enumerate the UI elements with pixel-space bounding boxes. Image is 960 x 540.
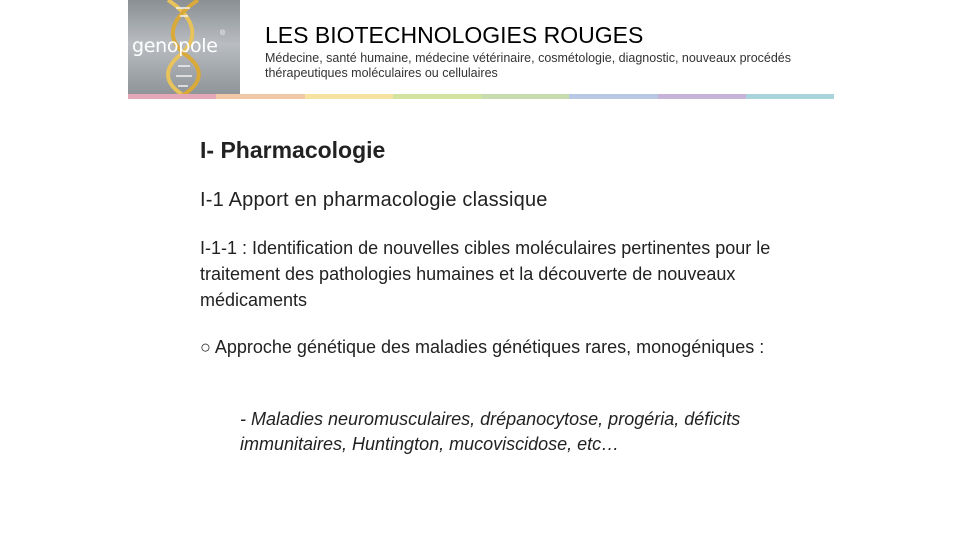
bullet-item: ○ Approche génétique des maladies génétiques rares, monogéniques : bbox=[200, 337, 765, 357]
registered-mark: ® bbox=[220, 30, 226, 37]
sub-list-item: - Maladies neuromusculaires, drépanocytose, progéria, déficits immunitaires, Huntington, mucoviscidose, etc… bbox=[240, 409, 741, 454]
header-bar-segment bbox=[128, 94, 216, 99]
header-bar-segment bbox=[216, 94, 304, 99]
genopole-logo bbox=[128, 0, 240, 98]
header-color-bar bbox=[128, 94, 834, 99]
header-title: LES BIOTECHNOLOGIES ROUGES bbox=[265, 22, 644, 48]
header-bar-segment bbox=[305, 94, 393, 99]
subsection-heading: I-1 Apport en pharmacologie classique bbox=[200, 189, 548, 211]
section-heading: I- Pharmacologie bbox=[200, 137, 386, 163]
header-bar-segment bbox=[746, 94, 834, 99]
subsubsection-heading: I-1-1 : Identification de nouvelles cibles moléculaires pertinentes pour le traitement des pathologies humaines et la découverte de nouveaux médicaments bbox=[200, 238, 771, 310]
header-subtitle: Médecine, santé humaine, médecine vétérinaire, cosmétologie, diagnostic, nouveaux procédés thérapeutiques moléculaires ou cellulaires bbox=[265, 51, 792, 80]
header-bar-segment bbox=[658, 94, 746, 99]
header-bar-segment bbox=[481, 94, 569, 99]
logo-wordmark: genopole bbox=[132, 35, 218, 57]
header-bar-segment bbox=[393, 94, 481, 99]
header-bar-segment bbox=[569, 94, 657, 99]
